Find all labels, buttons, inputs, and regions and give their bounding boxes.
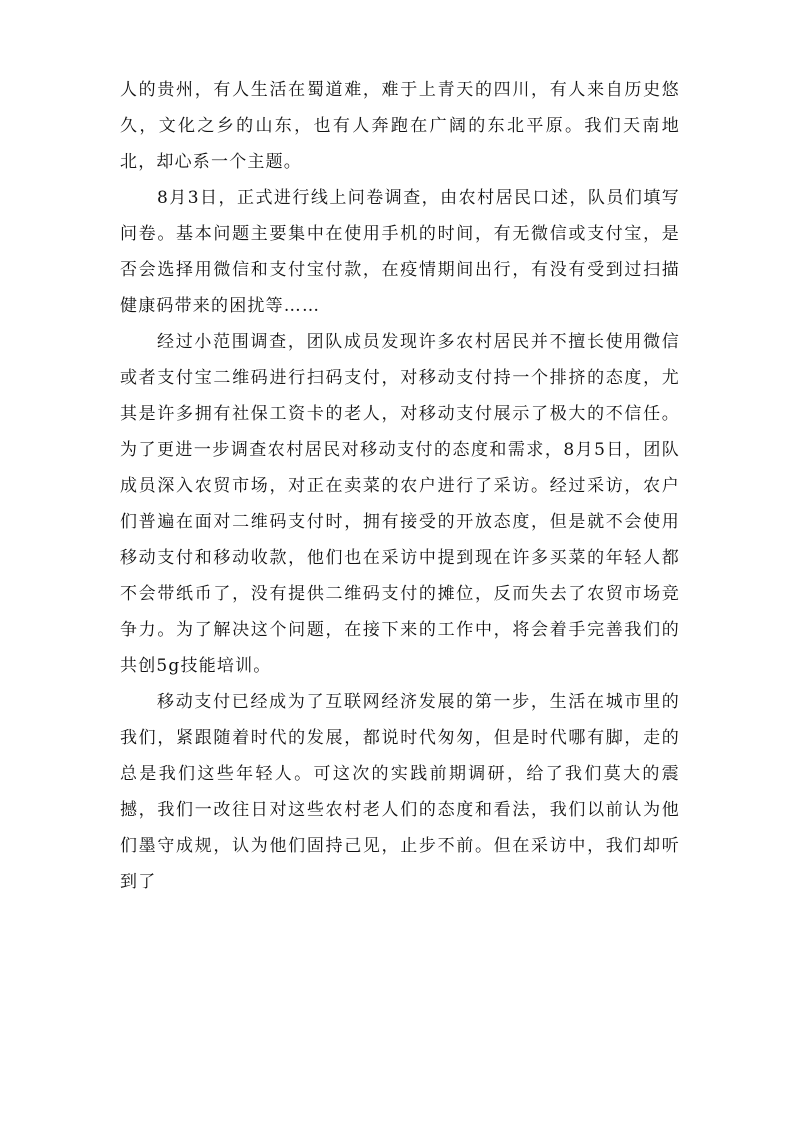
paragraph-4: 移动支付已经成为了互联网经济发展的第一步，生活在城市里的我们，紧跟随着时代的发展，都说时代匆匆，但是时代哪有脚，走的总是我们这些年轻人。可这次的实践前期调研，给了我们莫大的震撼，我们一改往日对这些农村老人们的态度和看法，我们以前认为他们墨守成规，认为他们固持己见，止步不前。但在采访中，我们却听到了 bbox=[120, 692, 680, 892]
document-page bbox=[120, 72, 680, 900]
paragraph-3: 经过小范围调查，团队成员发现许多农村居民并不擅长使用微信或者支付宝二维码进行扫码支付，对移动支付持一个排挤的态度，尤其是许多拥有社保工资卡的老人，对移动支付展示了极大的不信任。为了更进一步调查农村居民对移动支付的态度和需求，8月5日，团队成员深入农贸市场，对正在卖菜的农户进行了采访。经过采访，农户们普遍在面对二维码支付时，拥有接受的开放态度，但是就不会使用移动支付和移动收款，他们也在采访中提到现在许多买菜的年轻人都不会带纸币了，没有提供二维码支付的摊位，反而失去了农贸市场竞争力。为了解决这个问题，在接下来的工作中，将会着手完善我们的共创5g技能培训。 bbox=[120, 332, 680, 676]
paragraph-1: 人的贵州，有人生活在蜀道难，难于上青天的四川，有人来自历史悠久，文化之乡的山东，也有人奔跑在广阔的东北平原。我们天南地北，却心系一个主题。 bbox=[120, 80, 680, 172]
paragraph-2: 8月3日，正式进行线上问卷调查，由农村居民口述，队员们填写问卷。基本问题主要集中在使用手机的时间，有无微信或支付宝，是否会选择用微信和支付宝付款，在疫情期间出行，有没有受到过扫描健康码带来的困扰等…… bbox=[120, 188, 680, 316]
